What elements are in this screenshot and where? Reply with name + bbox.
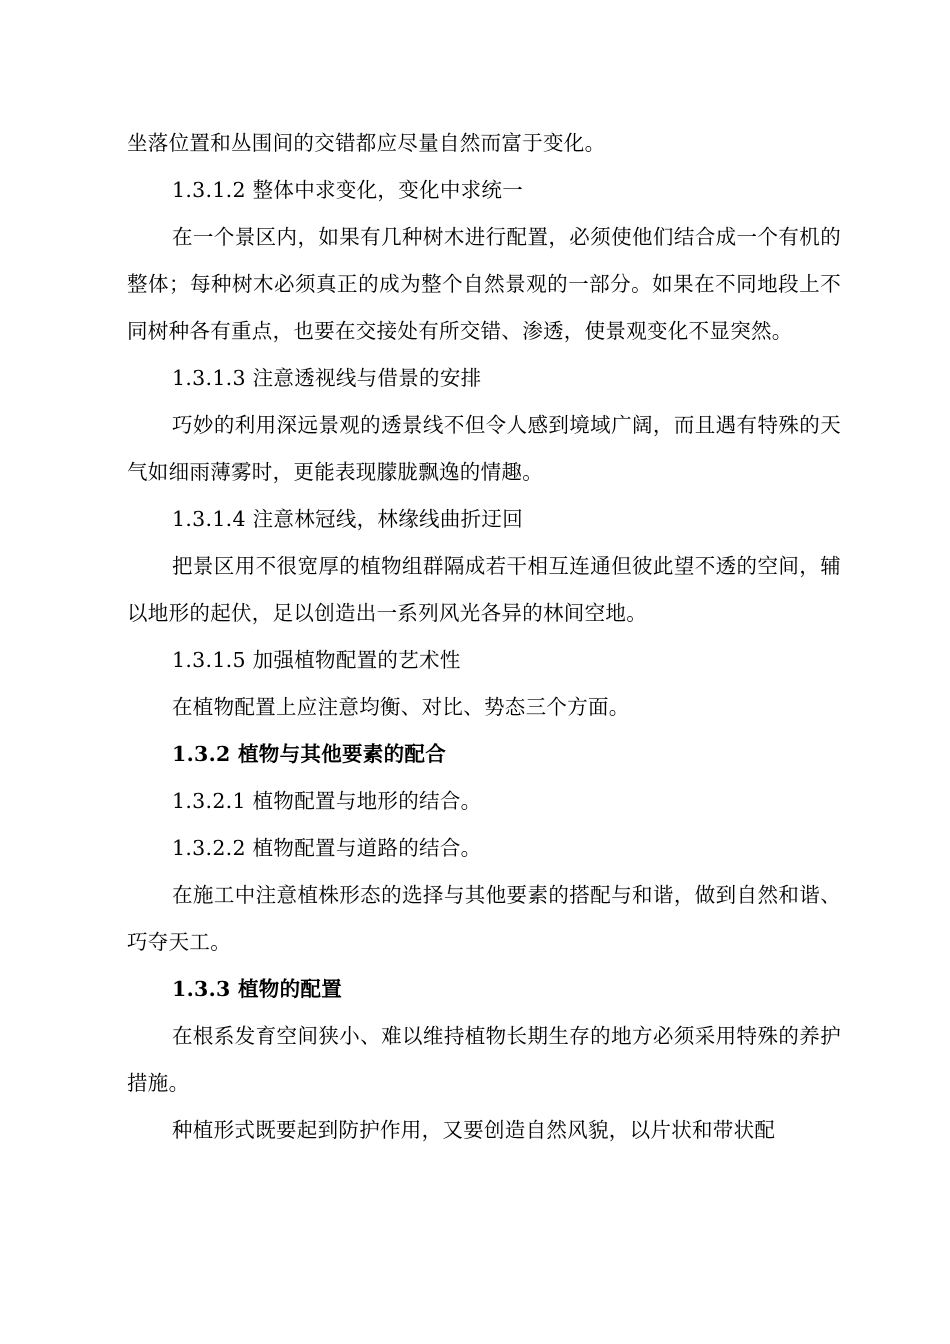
paragraph-continuation: 坐落位置和丛围间的交错都应尽量自然而富于变化。 <box>127 131 606 155</box>
heading-1-3-2: 1.3.2 植物与其他要素的配合 <box>172 742 447 766</box>
paragraph-canopy-line: 把景区用不很宽厚的植物组群隔成若干相互连通但彼此望不透的空间，辅以地形的起伏，足以创造出一系列风光各异的林间空地。 <box>127 554 841 625</box>
document-page <box>127 120 841 1154</box>
subheading-1-3-1-3: 1.3.1.3 注意透视线与借景的安排 <box>172 366 482 390</box>
paragraph-unity: 在一个景区内，如果有几种树木进行配置，必须使他们结合成一个有机的整体；每种树木必须真正的成为整个自然景观的一部分。如果在不同地段上不同树种各有重点，也要在交接处有所交错、渗透，使景观变化不显突然。 <box>127 225 841 343</box>
subheading-1-3-1-4: 1.3.1.4 注意林冠线，林缘线曲折迂回 <box>172 507 524 531</box>
subheading-1-3-1-2: 1.3.1.2 整体中求变化，变化中求统一 <box>172 178 524 202</box>
paragraph-construction-harmony: 在施工中注意植株形态的选择与其他要素的搭配与和谐，做到自然和谐、巧夺天工。 <box>127 883 841 954</box>
subheading-1-3-2-2: 1.3.2.2 植物配置与道路的结合。 <box>172 836 482 860</box>
paragraph-perspective: 巧妙的利用深远景观的透景线不但令人感到境域广阔，而且遇有特殊的天气如细雨薄雾时，更能表现朦胧飘逸的情趣。 <box>127 413 841 484</box>
heading-1-3-3: 1.3.3 植物的配置 <box>172 977 343 1001</box>
paragraph-maintenance: 在根系发育空间狭小、难以维持植物长期生存的地方必须采用特殊的养护措施。 <box>127 1024 841 1095</box>
subheading-1-3-1-5: 1.3.1.5 加强植物配置的艺术性 <box>172 648 461 672</box>
subheading-1-3-2-1: 1.3.2.1 植物配置与地形的结合。 <box>172 789 482 813</box>
paragraph-planting-form: 种植形式既要起到防护作用，又要创造自然风貌，以片状和带状配 <box>172 1118 776 1142</box>
paragraph-artistry: 在植物配置上应注意均衡、对比、势态三个方面。 <box>172 695 630 719</box>
